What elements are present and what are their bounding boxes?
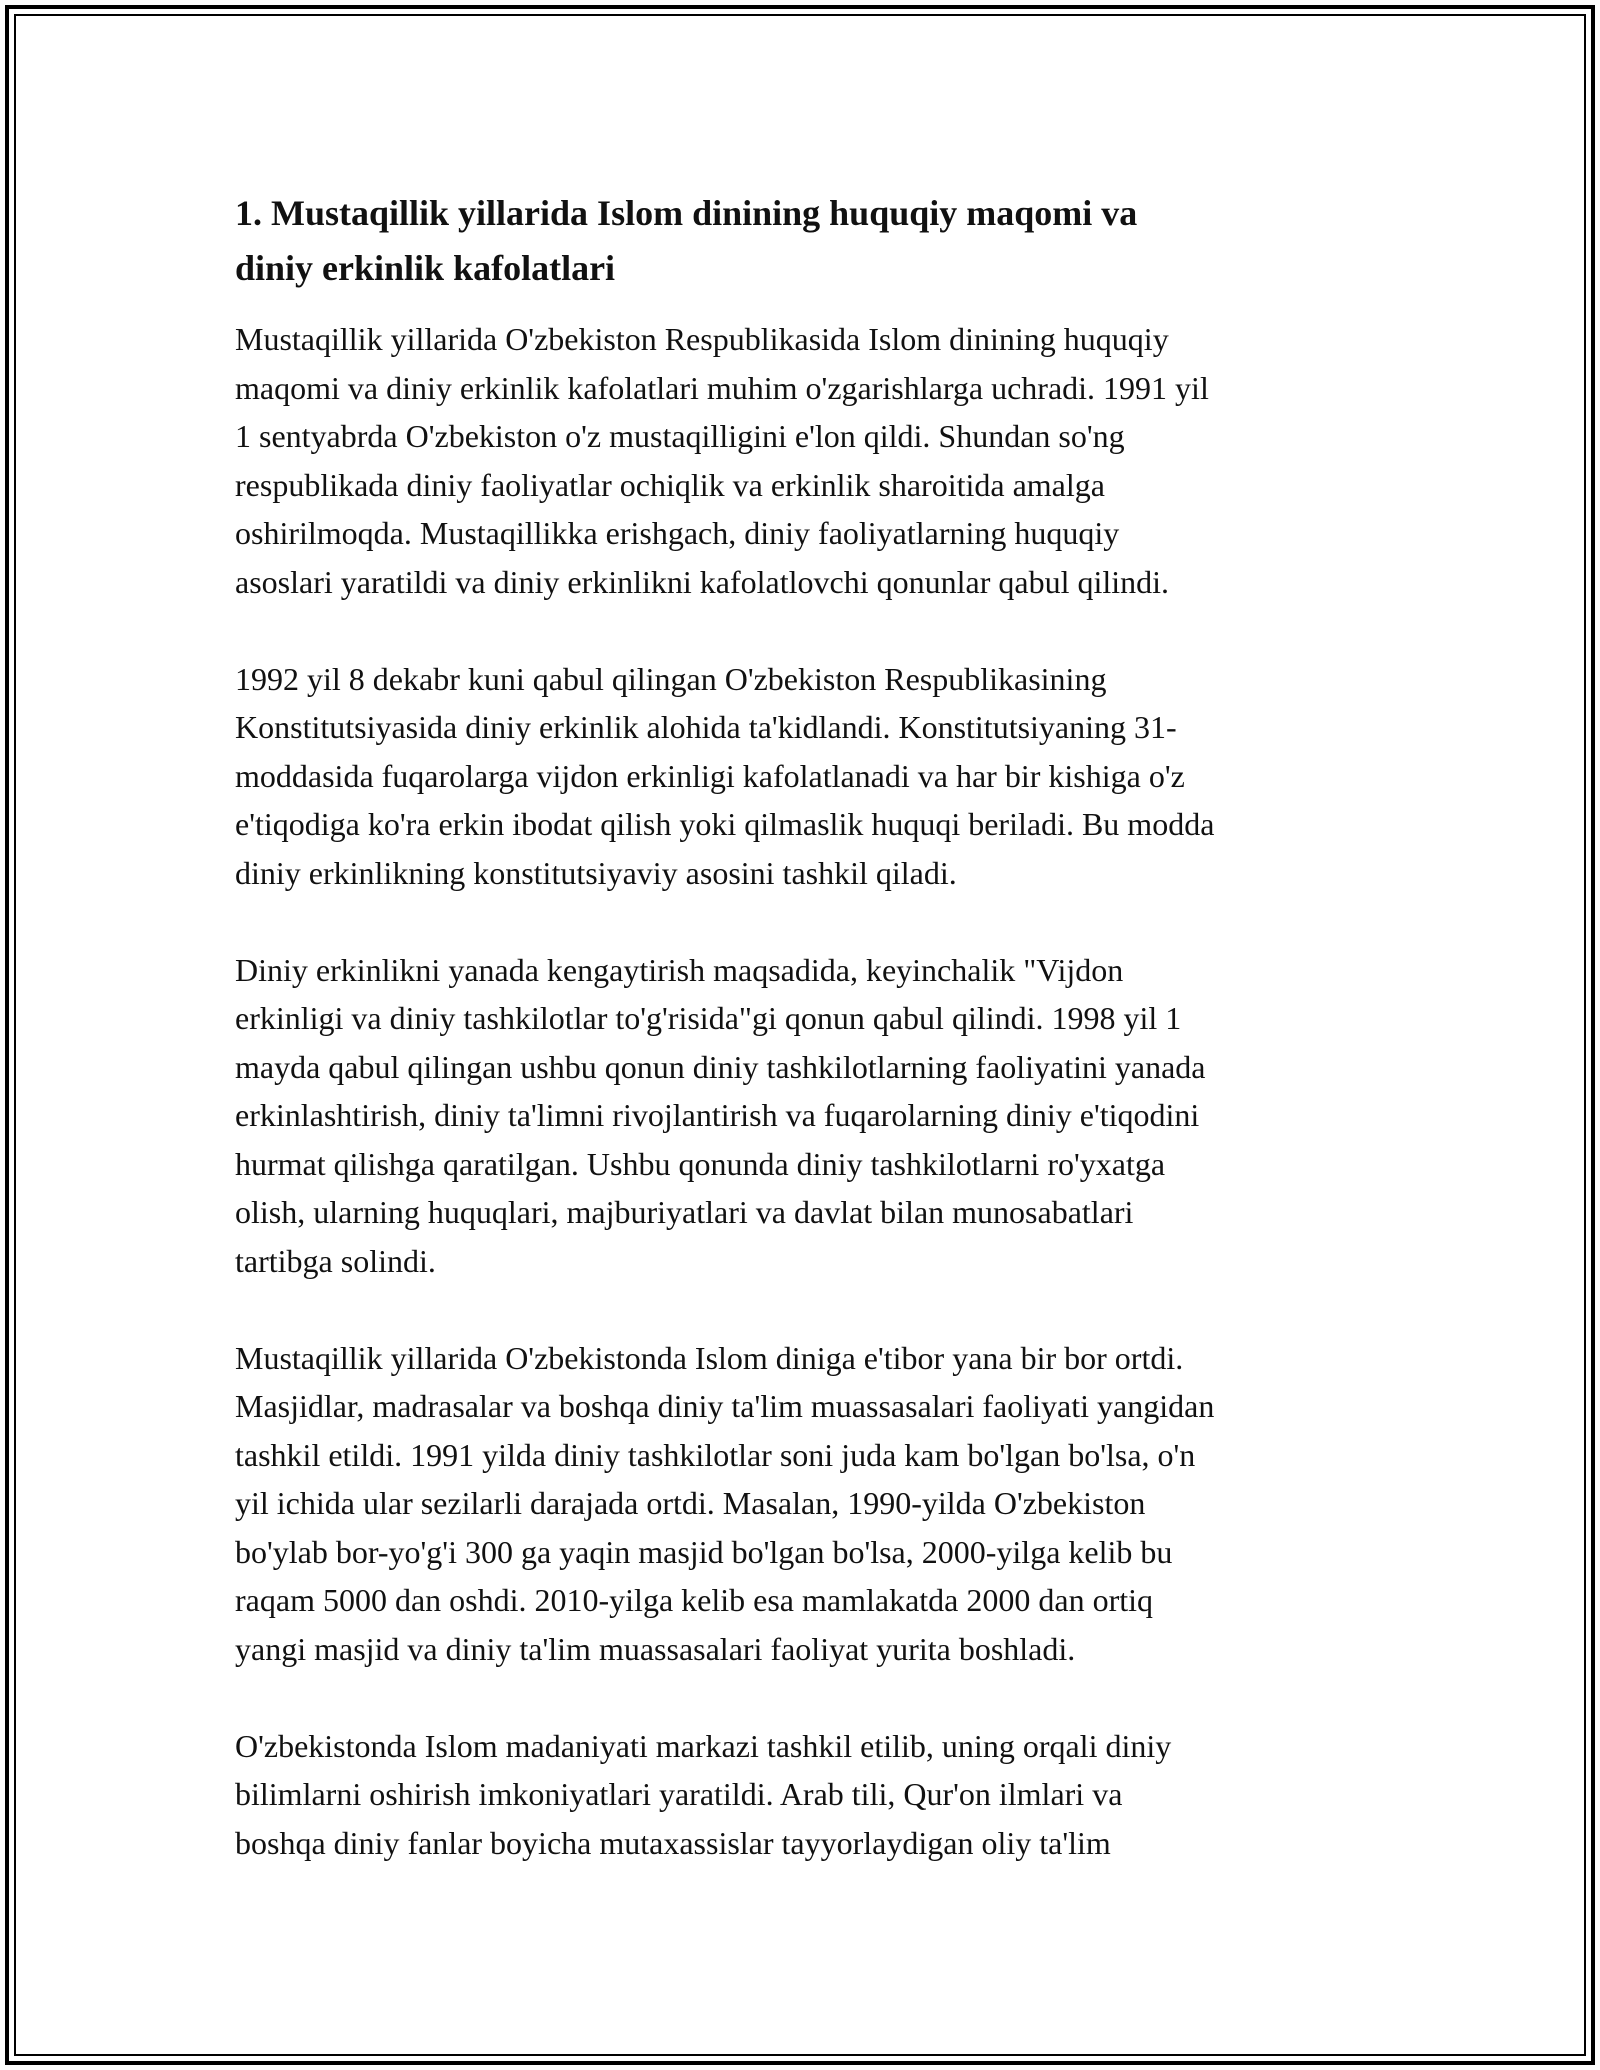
paragraph-line: yil ichida ular sezilarli darajada ortdi. Masalan, 1990-yilda O'zbekiston [235,1485,1146,1521]
section-title [235,186,1365,296]
paragraph-line: tashkil etildi. 1991 yilda diniy tashkilotlar soni juda kam bo'lgan bo'lsa, o'n [235,1436,1196,1473]
paragraph-line: respublikada diniy faoliyatlar ochiqlik va erkinlik sharoitida amalga [235,466,1105,503]
paragraph-line: bo'ylab bor-yo'g'i 300 ga yaqin masjid bo'lgan bo'lsa, 2000-yilga kelib bu [235,1533,1173,1570]
paragraph-line: bilimlarni oshirish imkoniyatlari yaratildi. Arab tili, Qur'on ilmlari va [235,1776,1123,1812]
paragraph-line: erkinlashtirish, diniy ta'limni rivojlantirish va fuqarolarning diniy e'tiqodini [235,1097,1200,1133]
paragraph [235,655,1365,898]
paragraph-line: erkinligi va diniy tashkilotlar to'g'risida"gi qonun qabul qilindi. 1998 yil 1 [235,1000,1182,1036]
paragraph-line: olish, ularning huquqlari, majburiyatlari va davlat bilan munosabatlari [235,1194,1134,1230]
title-line: diniy erkinlik kafolatlari [235,248,616,288]
paragraph-line: Mustaqillik yillarida O'zbekistonda Islom diniga e'tibor yana bir bor ortdi. [235,1339,1184,1376]
title-line: 1. Mustaqillik yillarida Islom dinining huquqiy maqomi va [235,193,1138,233]
paragraph-line: maqomi va diniy erkinlik kafolatlari muhim o'zgarishlarga uchradi. 1991 yil [235,369,1209,406]
paragraph-line: diniy erkinlikning konstitutsiyaviy asosini tashkil qiladi. [235,854,957,891]
paragraph [235,1334,1365,1674]
paragraph-line: Masjidlar, madrasalar va boshqa diniy ta'lim muassasalari faoliyati yangidan [235,1388,1215,1424]
paragraph-line: Diniy erkinlikni yanada kengaytirish maqsadida, keyinchalik "Vijdon [235,951,1124,988]
paragraph-line: 1 sentyabrda O'zbekiston o'z mustaqilligini e'lon qildi. Shundan so'ng [235,418,1125,454]
paragraph-line: Konstitutsiyasida diniy erkinlik alohida ta'kidlandi. Konstitutsiyaning 31- [235,709,1177,745]
paragraph-line: 1992 yil 8 dekabr kuni qabul qilingan O'zbekiston Respublikasining [235,660,1107,697]
paragraph-line: boshqa diniy fanlar boyicha mutaxassislar tayyorlaydigan oliy ta'lim [235,1824,1111,1861]
paragraph-line: O'zbekistonda Islom madaniyati markazi tashkil etilib, uning orqali diniy [235,1727,1172,1764]
paragraph-line: tartibga solindi. [235,1242,436,1279]
paragraph [235,946,1365,1286]
paragraph-line: Mustaqillik yillarida O'zbekiston Respublikasida Islom dinining huquqiy [235,321,1169,357]
paragraph-line: hurmat qilishga qaratilgan. Ushbu qonunda diniy tashkilotlarni ro'yxatga [235,1145,1166,1182]
paragraph-line: mayda qabul qilingan ushbu qonun diniy tashkilotlarning faoliyatini yanada [235,1048,1206,1085]
paragraph-line: e'tiqodiga ko'ra erkin ibodat qilish yoki qilmaslik huquqi beriladi. Bu modda [235,806,1215,842]
paragraph-line: raqam 5000 dan oshdi. 2010-yilga kelib esa mamlakatda 2000 dan ortiq [235,1582,1153,1618]
paragraph-line: moddasida fuqarolarga vijdon erkinligi kafolatlanadi va har bir kishiga o'z [235,757,1185,794]
document-body [235,186,1365,1916]
paragraph-line: yangi masjid va diniy ta'lim muassasalari faoliyat yurita boshladi. [235,1630,1076,1667]
paragraph-line: asoslari yaratildi va diniy erkinlikni kafolatlovchi qonunlar qabul qilindi. [235,563,1170,600]
paragraph-line: oshirilmoqda. Mustaqillikka erishgach, diniy faoliyatlarning huquqiy [235,515,1120,551]
paragraph [235,315,1365,606]
paragraph [235,1722,1365,1868]
